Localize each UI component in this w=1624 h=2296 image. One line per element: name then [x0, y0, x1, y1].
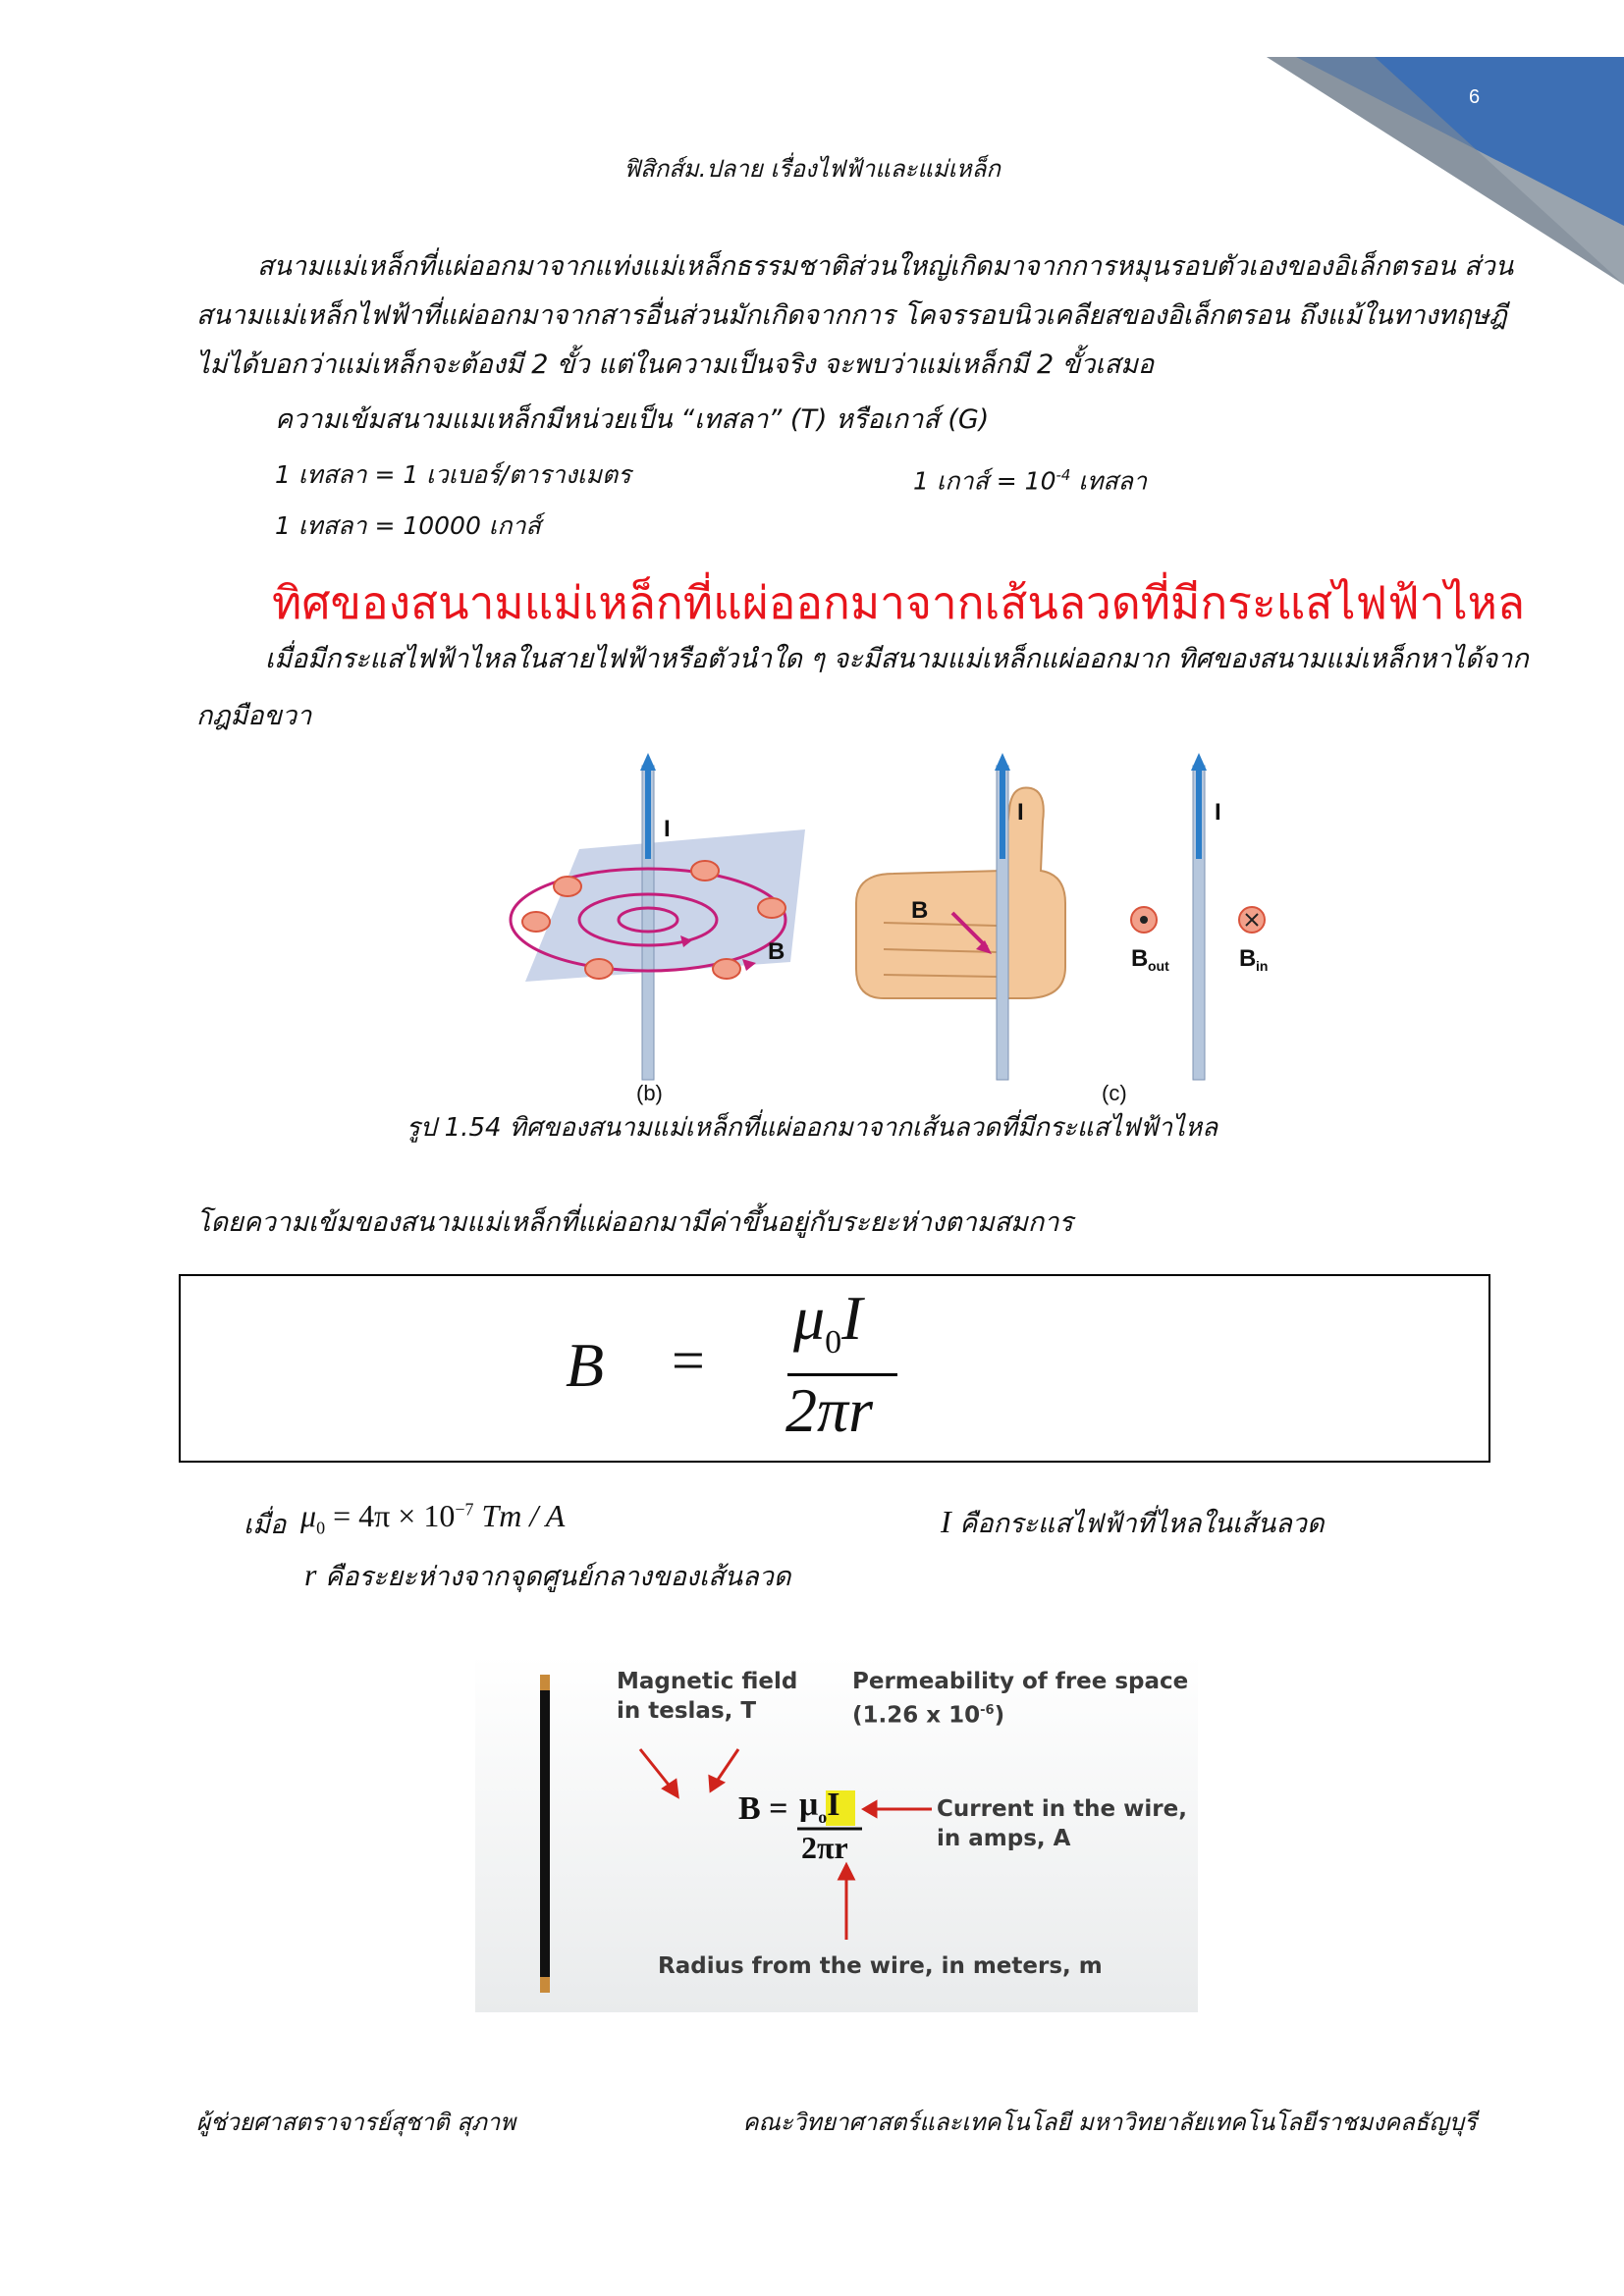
figure-caption: รูป 1.54 ทิศของสนามแม่เหล็กที่แผ่ออกมาจากเส้นลวดที่มีกระแสไฟฟ้าไหล: [406, 1113, 1218, 1143]
intro-line-2: สนามแม่เหล็กไฟฟ้าที่แผ่ออกมาจากสารอื่นส่วนมักเกิดจากการ โคจรรอบนิวเคลียสของอิเล็กตรอน ถึงแม้ในทางทฤษฎี: [196, 300, 1507, 331]
diagram-eq-denominator: 2πr: [801, 1830, 848, 1865]
unit-row-2: 1 เทสลา = 10000 เกาส์: [275, 511, 541, 540]
intro-line-3: ไม่ได้บอกว่าแม่เหล็กจะต้องมี 2 ขั้ว แต่ในความเป็นจริง จะพบว่าแม่เหล็กมี 2 ขั้วเสมอ: [196, 349, 1155, 380]
eq-denominator: 2πr: [785, 1375, 873, 1445]
footer-institution: คณะวิทยาศาสตร์และเทคโนโลยี มหาวิทยาลัยเทคโนโลยีราชมงคลธัญบุรี: [742, 2109, 1477, 2136]
page-number: 6: [1469, 86, 1481, 108]
def-mu0: $\mu_0 = 4\pi \times 10^{-7}$ Tm / A: [300, 1498, 566, 1538]
label-b-in-sub: in: [1256, 958, 1269, 974]
label-current-wire: Current in the wire, in amps, A: [937, 1796, 1187, 1851]
eq-equals: =: [672, 1328, 705, 1393]
def-when: เมื่อ: [244, 1510, 287, 1540]
label-magnetic-field: Magnetic field in teslas, T: [617, 1669, 798, 1724]
intro-line-4: ความเข้มสนามแมเหล็กมีหน่วยเป็น “เทสลา” (T) หรือเกาส์ (G): [275, 404, 990, 435]
eq-lhs: B: [566, 1330, 605, 1400]
label-current-c2: I: [1215, 799, 1221, 826]
label-current-b: I: [664, 816, 671, 842]
equation-box: [179, 1274, 1490, 1463]
page-header: ฟิสิกส์ม.ปลาย เรื่องไฟฟ้าและแม่เหล็ก: [623, 155, 1001, 183]
section-para-line-1: เมื่อมีกระแสไฟฟ้าไหลในสายไฟฟ้าหรือตัวนำใด ๆ จะมีสนามแม่เหล็กแผ่ออกมาก ทิศของสนามแม่เหล็กหาได้จาก: [265, 644, 1529, 674]
label-b-out: B: [1131, 945, 1149, 972]
label-current-c1: I: [1017, 799, 1024, 826]
label-b-in: B: [1239, 945, 1257, 972]
diagram-eq-numerator: $\mu_oI$: [799, 1787, 840, 1827]
diagram-eq-lhs: B =: [738, 1790, 788, 1827]
def-current: I คือกระแสไฟฟ้าที่ไหลในเส้นลวด: [941, 1504, 1325, 1539]
label-permeability: Permeability of free space (1.26 x $10^{-6}$): [852, 1669, 1189, 1729]
unit-row-1-left: 1 เทสลา = 1 เวเบอร์/ตารางเมตร: [275, 460, 631, 489]
formula-diagram: [475, 1655, 1198, 2012]
equation-intro: โดยความเข้มของสนามแม่เหล็กที่แผ่ออกมามีค่าขึ้นอยู่กับระยะห่างตามสมการ: [196, 1207, 1073, 1238]
label-field-b: B: [768, 938, 785, 965]
panel-label-c: (c): [1102, 1081, 1127, 1105]
figure-right-hand-rule: [491, 741, 1296, 1109]
intro-line-1: สนามแม่เหล็กที่แผ่ออกมาจากแท่งแม่เหล็กธรรมชาติส่วนใหญ่เกิดมาจากการหมุนรอบตัวเองของอิเล็กตรอน ส่วน: [257, 251, 1514, 282]
eq-numerator: $\mu_0I$: [793, 1283, 863, 1361]
section-para-line-2: กฎมือขวา: [196, 701, 312, 731]
label-b-out-sub: out: [1148, 958, 1169, 974]
corner-decoration: [1267, 0, 1624, 285]
panel-label-b: (b): [636, 1081, 663, 1105]
def-radius: r คือระยะห่างจากจุดศูนย์กลางของเส้นลวด: [304, 1557, 791, 1592]
section-title: ทิศของสนามแม่เหล็กที่แผ่ออกมาจากเส้นลวดที่มีกระแสไฟฟ้าไหล: [272, 576, 1526, 629]
footer-author: ผู้ช่วยศาสตราจารย์สุชาติ สุภาพ: [196, 2109, 516, 2136]
label-field-c: B: [911, 897, 929, 924]
label-radius: Radius from the wire, in meters, m: [658, 1953, 1103, 1979]
unit-row-1-right: 1 เกาส์ = $10^{-4}$ เทสลา: [913, 466, 1148, 496]
